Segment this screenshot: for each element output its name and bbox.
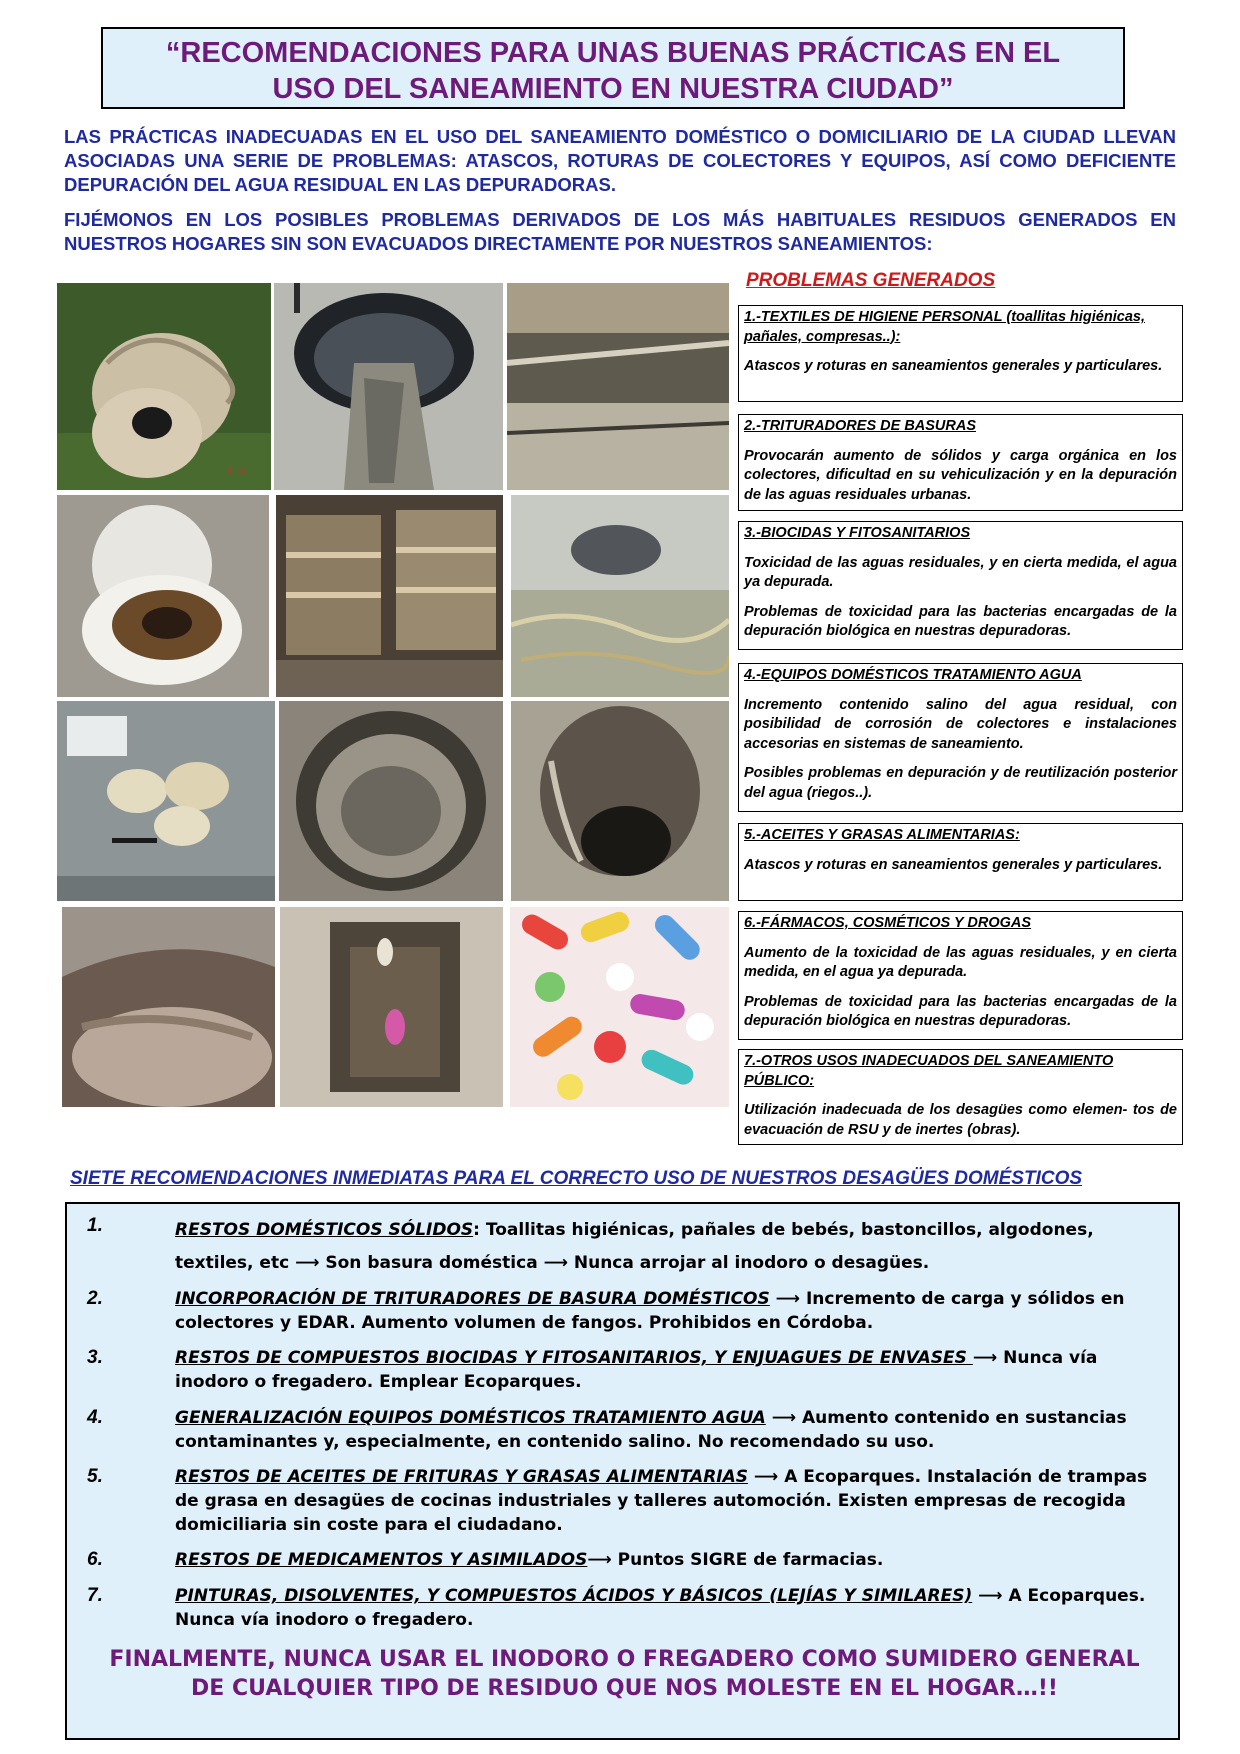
problem-box-2 — [738, 414, 1183, 511]
photo-shredder-baskets — [276, 495, 503, 697]
problem-box-4 — [738, 663, 1183, 812]
recommendation-text: ⟶ Aumento contenido en sustancias contaminantes y, especialmente, en contenido salino. No recomendado su uso. — [175, 1408, 1127, 1452]
problem-box-7 — [738, 1049, 1183, 1145]
problem-heading: 6.-FÁRMACOS, COSMÉTICOS Y DROGAS — [744, 915, 1032, 931]
final-warning: FINALMENTE, NUNCA USAR EL INODORO O FREGADERO COMO SUMIDERO GENERAL DE CUALQUIER TIPO DE RESIDUO QUE NOS MOLESTE EN EL HOGAR…!! — [109, 1647, 1140, 1701]
recommendation-number: 2. — [87, 1288, 103, 1309]
problem-box-6 — [738, 911, 1183, 1040]
problem-text: Utilización inadecuada de los desagües como elemen- tos de evacuación de RSU y de inertes (obras). — [744, 1102, 1177, 1138]
recommendation-number: 3. — [87, 1347, 103, 1368]
title-line-1: “RECOMENDACIONES PARA UNAS BUENAS PRÁCTICAS EN EL — [165, 37, 1061, 69]
recommendations-box — [65, 1202, 1180, 1740]
photo-manhole-grease — [279, 701, 503, 901]
photo-outfall-foam — [511, 495, 729, 697]
recommendation-key: GENERALIZACIÓN EQUIPOS DOMÉSTICOS TRATAMIENTO AGUA — [175, 1408, 766, 1428]
recommendation-6 — [87, 1548, 1167, 1572]
recommendation-text: ⟶ Puntos SIGRE de farmacias. — [587, 1550, 884, 1570]
problem-text: Atascos y roturas en saneamientos generales y particulares. — [744, 856, 1163, 873]
intro-paragraph-1: LAS PRÁCTICAS INADECUADAS EN EL USO DEL SANEAMIENTO DOMÉSTICO O DOMICILIARIO DE LA CIUDAD LLEVAN ASOCIADAS UNA SERIE DE PROBLEMAS: ATASCOS, ROTURAS DE COLECTORES Y EQUIPOS, ASÍ COMO DEFICIENTE DEPURACIÓN DEL AGUA RESIDUAL EN LAS DEPURADORAS. — [64, 126, 1176, 195]
problem-heading: 2.-TRITURADORES DE BASURAS — [744, 418, 977, 434]
problem-text: Incremento contenido salino del agua residual, con posibilidad de corrosión de colectores e instalaciones accesorias en sistemas de saneamiento. — [744, 696, 1177, 752]
photo-pipe-outlet — [274, 283, 503, 490]
recommendation-text: ⟶ A Ecoparques. Nunca vía inodoro o fregadero. — [175, 1586, 1146, 1630]
problem-heading: 3.-BIOCIDAS Y FITOSANITARIOS — [744, 525, 971, 541]
problem-box-1 — [738, 305, 1183, 402]
recommendation-4 — [87, 1406, 1167, 1454]
recommendations-title: SIETE RECOMENDACIONES INMEDIATAS PARA EL CORRECTO USO DE NUESTROS DESAGÜES DOMÉSTICOS — [70, 1168, 1083, 1189]
photo-sewer-shaft — [511, 701, 729, 901]
recommendation-number: 7. — [87, 1585, 103, 1606]
recommendation-7 — [87, 1584, 1167, 1632]
problem-heading: 1.-TEXTILES DE HIGIENE PERSONAL (toallitas higiénicas, pañales, compresas..): — [744, 309, 1145, 345]
photo-grease-balls — [57, 701, 275, 901]
recommendation-key: RESTOS DOMÉSTICOS SÓLIDOS — [175, 1220, 474, 1240]
recommendation-number: 4. — [87, 1407, 103, 1428]
recommendation-text: ⟶ Incremento de carga y sólidos en colectores y EDAR. Aumento volumen de fangos. Prohibidos en Córdoba. — [175, 1289, 1125, 1333]
recommendation-text: : Toallitas higiénicas, pañales de bebés, bastoncillos, algodones, textiles, etc ⟶ Son basura doméstica ⟶ Nunca arrojar al inodoro o desagües. — [175, 1220, 1094, 1273]
recommendation-key: PINTURAS, DISOLVENTES, Y COMPUESTOS ÁCIDOS Y BÁSICOS (LEJÍAS Y SIMILARES) — [175, 1586, 973, 1606]
photo-tunnel-debris — [62, 907, 275, 1107]
intro-paragraph-2: FIJÉMONOS EN LOS POSIBLES PROBLEMAS DERIVADOS DE LOS MÁS HABITUALES RESIDUOS GENERADOS EN NUESTROS HOGARES SIN SON EVACUADOS DIRECTAMENTE POR NUESTROS SANEAMIENTOS: — [64, 209, 1176, 254]
problem-text-2: Problemas de toxicidad para las bacterias encargadas de la depuración biológica en nuestras depuradoras. — [744, 603, 1177, 639]
photo-wipes-clump — [57, 283, 271, 490]
problem-text: Atascos y roturas en saneamientos generales y particulares. — [744, 358, 1163, 374]
photo-screen-debris — [507, 283, 729, 490]
photo-date-caption: 9 · 2 — [227, 465, 246, 475]
problem-text: Toxicidad de las aguas residuales, y en cierta medida, el agua ya depurada. — [744, 554, 1177, 590]
recommendation-number: 1. — [87, 1215, 103, 1236]
recommendation-2 — [87, 1287, 1167, 1335]
problems-title: PROBLEMAS GENERADOS — [746, 270, 996, 291]
title-line-2: USO DEL SANEAMIENTO EN NUESTRA CIUDAD” — [272, 73, 954, 105]
photo-dirty-toilet — [57, 495, 269, 697]
problem-text-2: Posibles problemas en depuración y de reutilización posterior del agua (riegos..). — [744, 765, 1177, 801]
problem-text: Aumento de la toxicidad de las aguas residuales, y en cierta medida, en el agua ya depurada. — [744, 944, 1177, 980]
photo-pills — [510, 907, 729, 1107]
problem-box-3 — [738, 521, 1183, 650]
recommendation-3 — [87, 1346, 1167, 1394]
recommendation-number: 5. — [87, 1466, 103, 1487]
recommendation-text: ⟶ A Ecoparques. Instalación de trampas de grasa en desagües de cocinas industriales y talleres automoción. Existen empresas de recogida domiciliaria sin coste para el ciudadano. — [175, 1467, 1148, 1535]
recommendation-key: RESTOS DE MEDICAMENTOS Y ASIMILADOS — [175, 1550, 588, 1570]
problem-box-5 — [738, 823, 1183, 901]
problem-heading: 7.-OTROS USOS INADECUADOS DEL SANEAMIENTO PÚBLICO: — [744, 1053, 1114, 1089]
problem-heading: 4.-EQUIPOS DOMÉSTICOS TRATAMIENTO AGUA — [744, 667, 1082, 683]
title-box — [101, 27, 1125, 109]
recommendation-5 — [87, 1465, 1167, 1537]
problem-text-2: Problemas de toxicidad para las bacterias encargadas de la depuración biológica en nuestras depuradoras. — [744, 993, 1177, 1029]
recommendation-key: RESTOS DE ACEITES DE FRITURAS Y GRASAS ALIMENTARIAS — [175, 1467, 749, 1487]
recommendation-key: RESTOS DE COMPUESTOS BIOCIDAS Y FITOSANITARIOS, Y ENJUAGUES DE ENVASES — [175, 1348, 973, 1368]
recommendation-key: INCORPORACIÓN DE TRITURADORES DE BASURA DOMÉSTICOS — [175, 1289, 770, 1309]
recommendation-text: ⟶ Nunca vía inodoro o fregadero. Emplear Ecoparques. — [175, 1348, 1098, 1392]
problem-heading: 5.-ACEITES Y GRASAS ALIMENTARIAS: — [744, 827, 1020, 843]
problem-text: Provocarán aumento de sólidos y carga orgánica en los colectores, dificultad en su vehiculización y en la depuración de las aguas residuales urbanas. — [744, 447, 1177, 503]
recommendation-1 — [87, 1214, 1167, 1280]
recommendation-number: 6. — [87, 1549, 103, 1570]
photo-pit-blockage — [280, 907, 503, 1107]
